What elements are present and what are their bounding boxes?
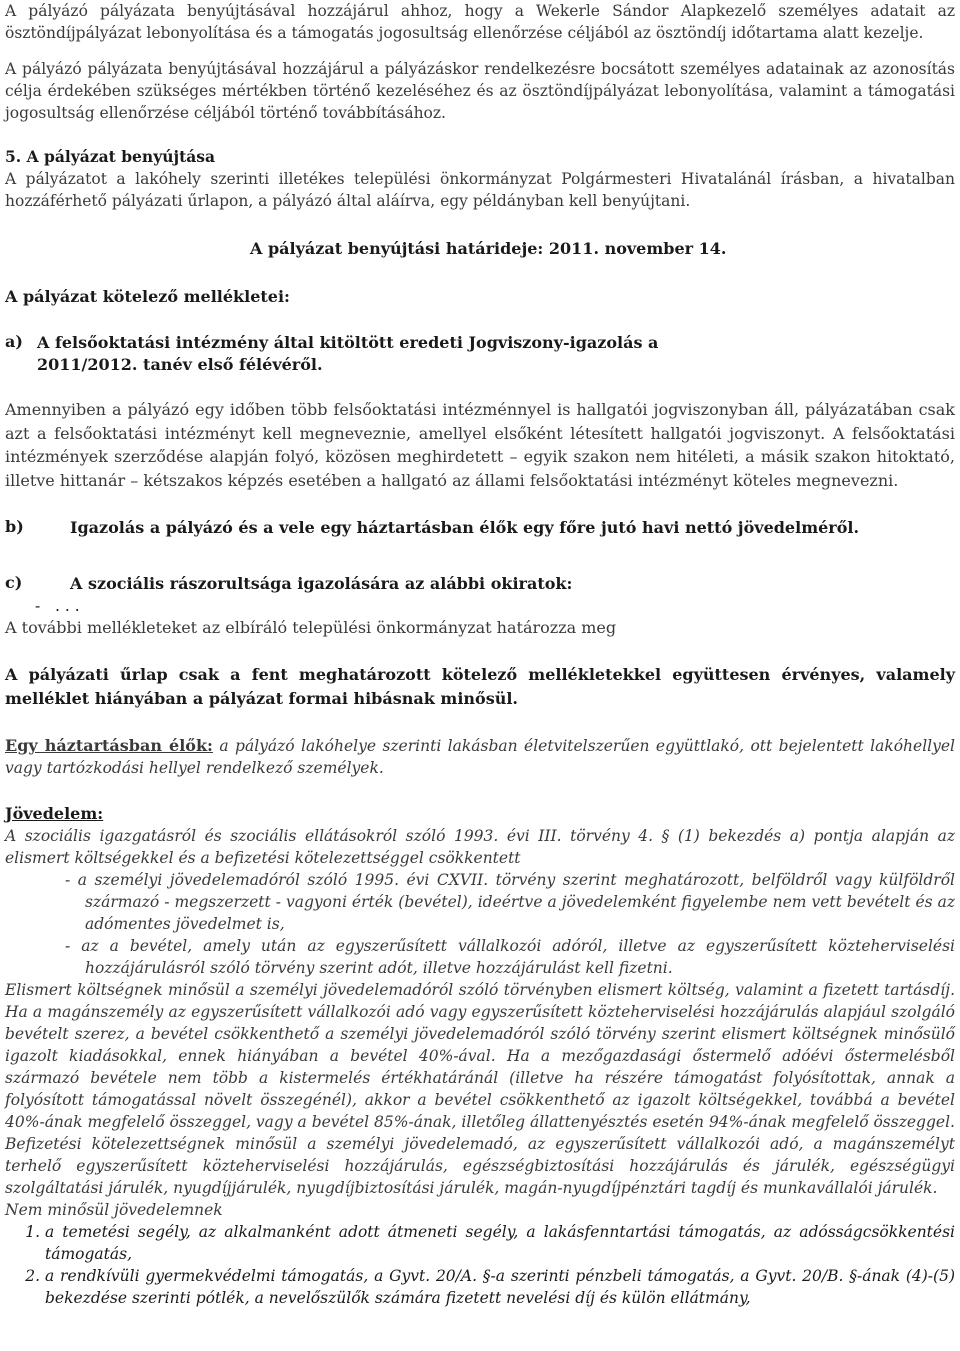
paragraph-elismert: Elismert költségnek minősül a személyi jövedelemadóról szóló törvényben elismert költség, valamint a fizetett tartásdíj. Ha a magánszemély az egyszerűsített vállalkozói adó vagy egyszerűsített közteherviselési hozzájárulás alapjául szolgáló bevételt szerez, a bevétel csökkenthető a személyi jövedelemadóról szóló törvény szerint elismert költségnek minősülő igazolt kiadásokkal, ennek hiányában a bevétel 40%-ával. Ha a mezőgazdasági őstermelő adóévi őstermelésből származó bevétele nem több a kistermelés értékhatáránál (illetve ha részére támogatást folyósítottak, annak a folyósított támogatással növelt összegénél), akkor a bevétel csökkenthető az igazolt költségekkel, továbbá a bevétel 40%-ának megfelelő összeggel, vagy a bevétel 85%-ának, illetőleg állattenyésztés esetén 94%-ának megfelelő összeggel. (5, 981, 955, 1131)
attachment-a-label: a) (5, 332, 23, 351)
paragraph-amennyiben: Amennyiben a pályázó egy időben több felsőoktatási intézménnyel is hallgatói jogviszonyban áll, pályázatában csak azt a felsőoktatási intézményt kell megneveznie, amellyel elsőként létesített hallgatói jogviszonyt. A felsőoktatási intézmények szerződése alapján folyó, közösen meghirdetett – egyik szakon nem hitéleti, a másik szakon hitoktató, illetve hittanár – kétszakos képzés esetében a hallgató az állami felsőoktatási intézményt köteles megnevezni. (5, 400, 955, 490)
consent-paragraph-1: A pályázó pályázata benyújtásával hozzájárul ahhoz, hogy a Wekerle Sándor Alapkezelő személyes adatait az ösztöndíjpályázat lebonyolítása és a támogatás jogosultság ellenőrzése céljából az ösztöndíj időtartama alatt kezelje. (5, 2, 955, 42)
attachment-a (5, 332, 955, 376)
attachment-b (5, 517, 955, 539)
definition-income-text: A szociális igazgatásról és szociális ellátásokról szóló 1993. évi III. törvény 4. § (1) bekezdés a) pontja alapján az elismert költségekkel és a befizetési kötelezettséggel csökkentett (5, 827, 955, 867)
definition-income-item-2: - az a bevétel, amely után az egyszerűsített vállalkozói adóról, illetve az egyszerűsített közteherviselési hozzájárulásról szóló törvény szerint adót, illetve hozzájárulást kell fizetni. (65, 937, 955, 977)
paragraph-befizetesi: Befizetési kötelezettségnek minősül a személyi jövedelemadó, az egyszerűsített vállalkozói adó, a magánszemélyt terhelő egyszerűsített közteherviselési hozzájárulás, egészségbiztosítási hozzájárulás és járulék, egészségügyi szolgáltatási járulék, nyugdíjjárulék, nyugdíjbiztosítási járulék, magán-nyugdíjpénztári tagdíj és munkavállalói járulék. (5, 1135, 955, 1197)
definition-household-term: Egy háztartásban élők: (5, 736, 213, 755)
definition-household-text: a pályázó lakóhelye szerinti lakásban életvitelszerűen együttlakó, ott bejelentett lakóhellyel vagy tartózkodási hellyel rendelkező személyek. (5, 737, 956, 777)
paragraph-urlap: A pályázati űrlap csak a fent meghatározott kötelező mellékletekkel együttesen érvényes, valamely melléklet hiányában a pályázat formai hibásnak minősül. (5, 665, 955, 708)
section-5-text: A pályázatot a lakóhely szerinti illetékes települési önkormányzat Polgármesteri Hivatalánál írásban, a hivatalban hozzáférhető pályázati űrlapon, a pályázó által aláírva, egy példányban kell benyújtani. (5, 170, 955, 210)
attachment-c-label: c) (5, 573, 23, 592)
attachment-a-text: A felsőoktatási intézmény által kitöltött eredeti Jogviszony-igazolás a 2011/2012. tanév első félévéről. (37, 333, 659, 374)
attachment-b-text: Igazolás a pályázó és a vele egy háztartásban élők egy főre jutó havi nettó jövedelméről. (70, 518, 860, 537)
not-income-list (5, 1221, 955, 1309)
attachments-title: A pályázat kötelező mellékletei: (5, 287, 290, 306)
document-page (5, 0, 955, 1309)
attachment-c-text: A szociális rászorultsága igazolására az alábbi okiratok: (70, 574, 573, 593)
deadline: A pályázat benyújtási határideje: 2011. november 14. (250, 239, 727, 258)
definition-household (5, 735, 955, 779)
attachment-b-label: b) (5, 517, 24, 536)
not-income-title: Nem minősül jövedelemnek (5, 1201, 223, 1219)
definition-income-term: Jövedelem: (5, 804, 104, 823)
list-item: 2. a rendkívüli gyermekvédelmi támogatás, a Gyvt. 20/A. §-a szerinti pénzbeli támogatás, a Gyvt. 20/B. §-ának (4)-(5) bekezdése szerinti pótlék, a nevelőszülők számára fizetett nevelési díj és külön ellátmány, (45, 1265, 955, 1309)
paragraph-tovabbi: A további mellékleteket az elbíráló települési önkormányzat határozza meg (5, 618, 617, 637)
attachment-c-item: - . . . (35, 597, 80, 615)
attachment-c (5, 573, 955, 595)
section-5-title: 5. A pályázat benyújtása (5, 147, 216, 166)
list-item: 1. a temetési segély, az alkalmanként adott átmeneti segély, a lakásfenntartási támogatás, az adósságcsökkentési támogatás, (45, 1221, 955, 1265)
definition-income-item-1: - a személyi jövedelemadóról szóló 1995. évi CXVII. törvény szerint meghatározott, belföldről vagy külföldről származó - megszerzett - vagyoni érték (bevétel), ideértve a jövedelemként figyelembe nem vett bevételt és az adómentes jövedelmet is, (65, 871, 955, 933)
consent-paragraph-2: A pályázó pályázata benyújtásával hozzájárul a pályázáskor rendelkezésre bocsátott személyes adatainak az azonosítás célja érdekében szükséges mértékben történő kezeléséhez és az ösztöndíjpályázat lebonyolítása, valamint a támogatási jogosultság ellenőrzése céljából történő továbbításához. (5, 60, 955, 122)
